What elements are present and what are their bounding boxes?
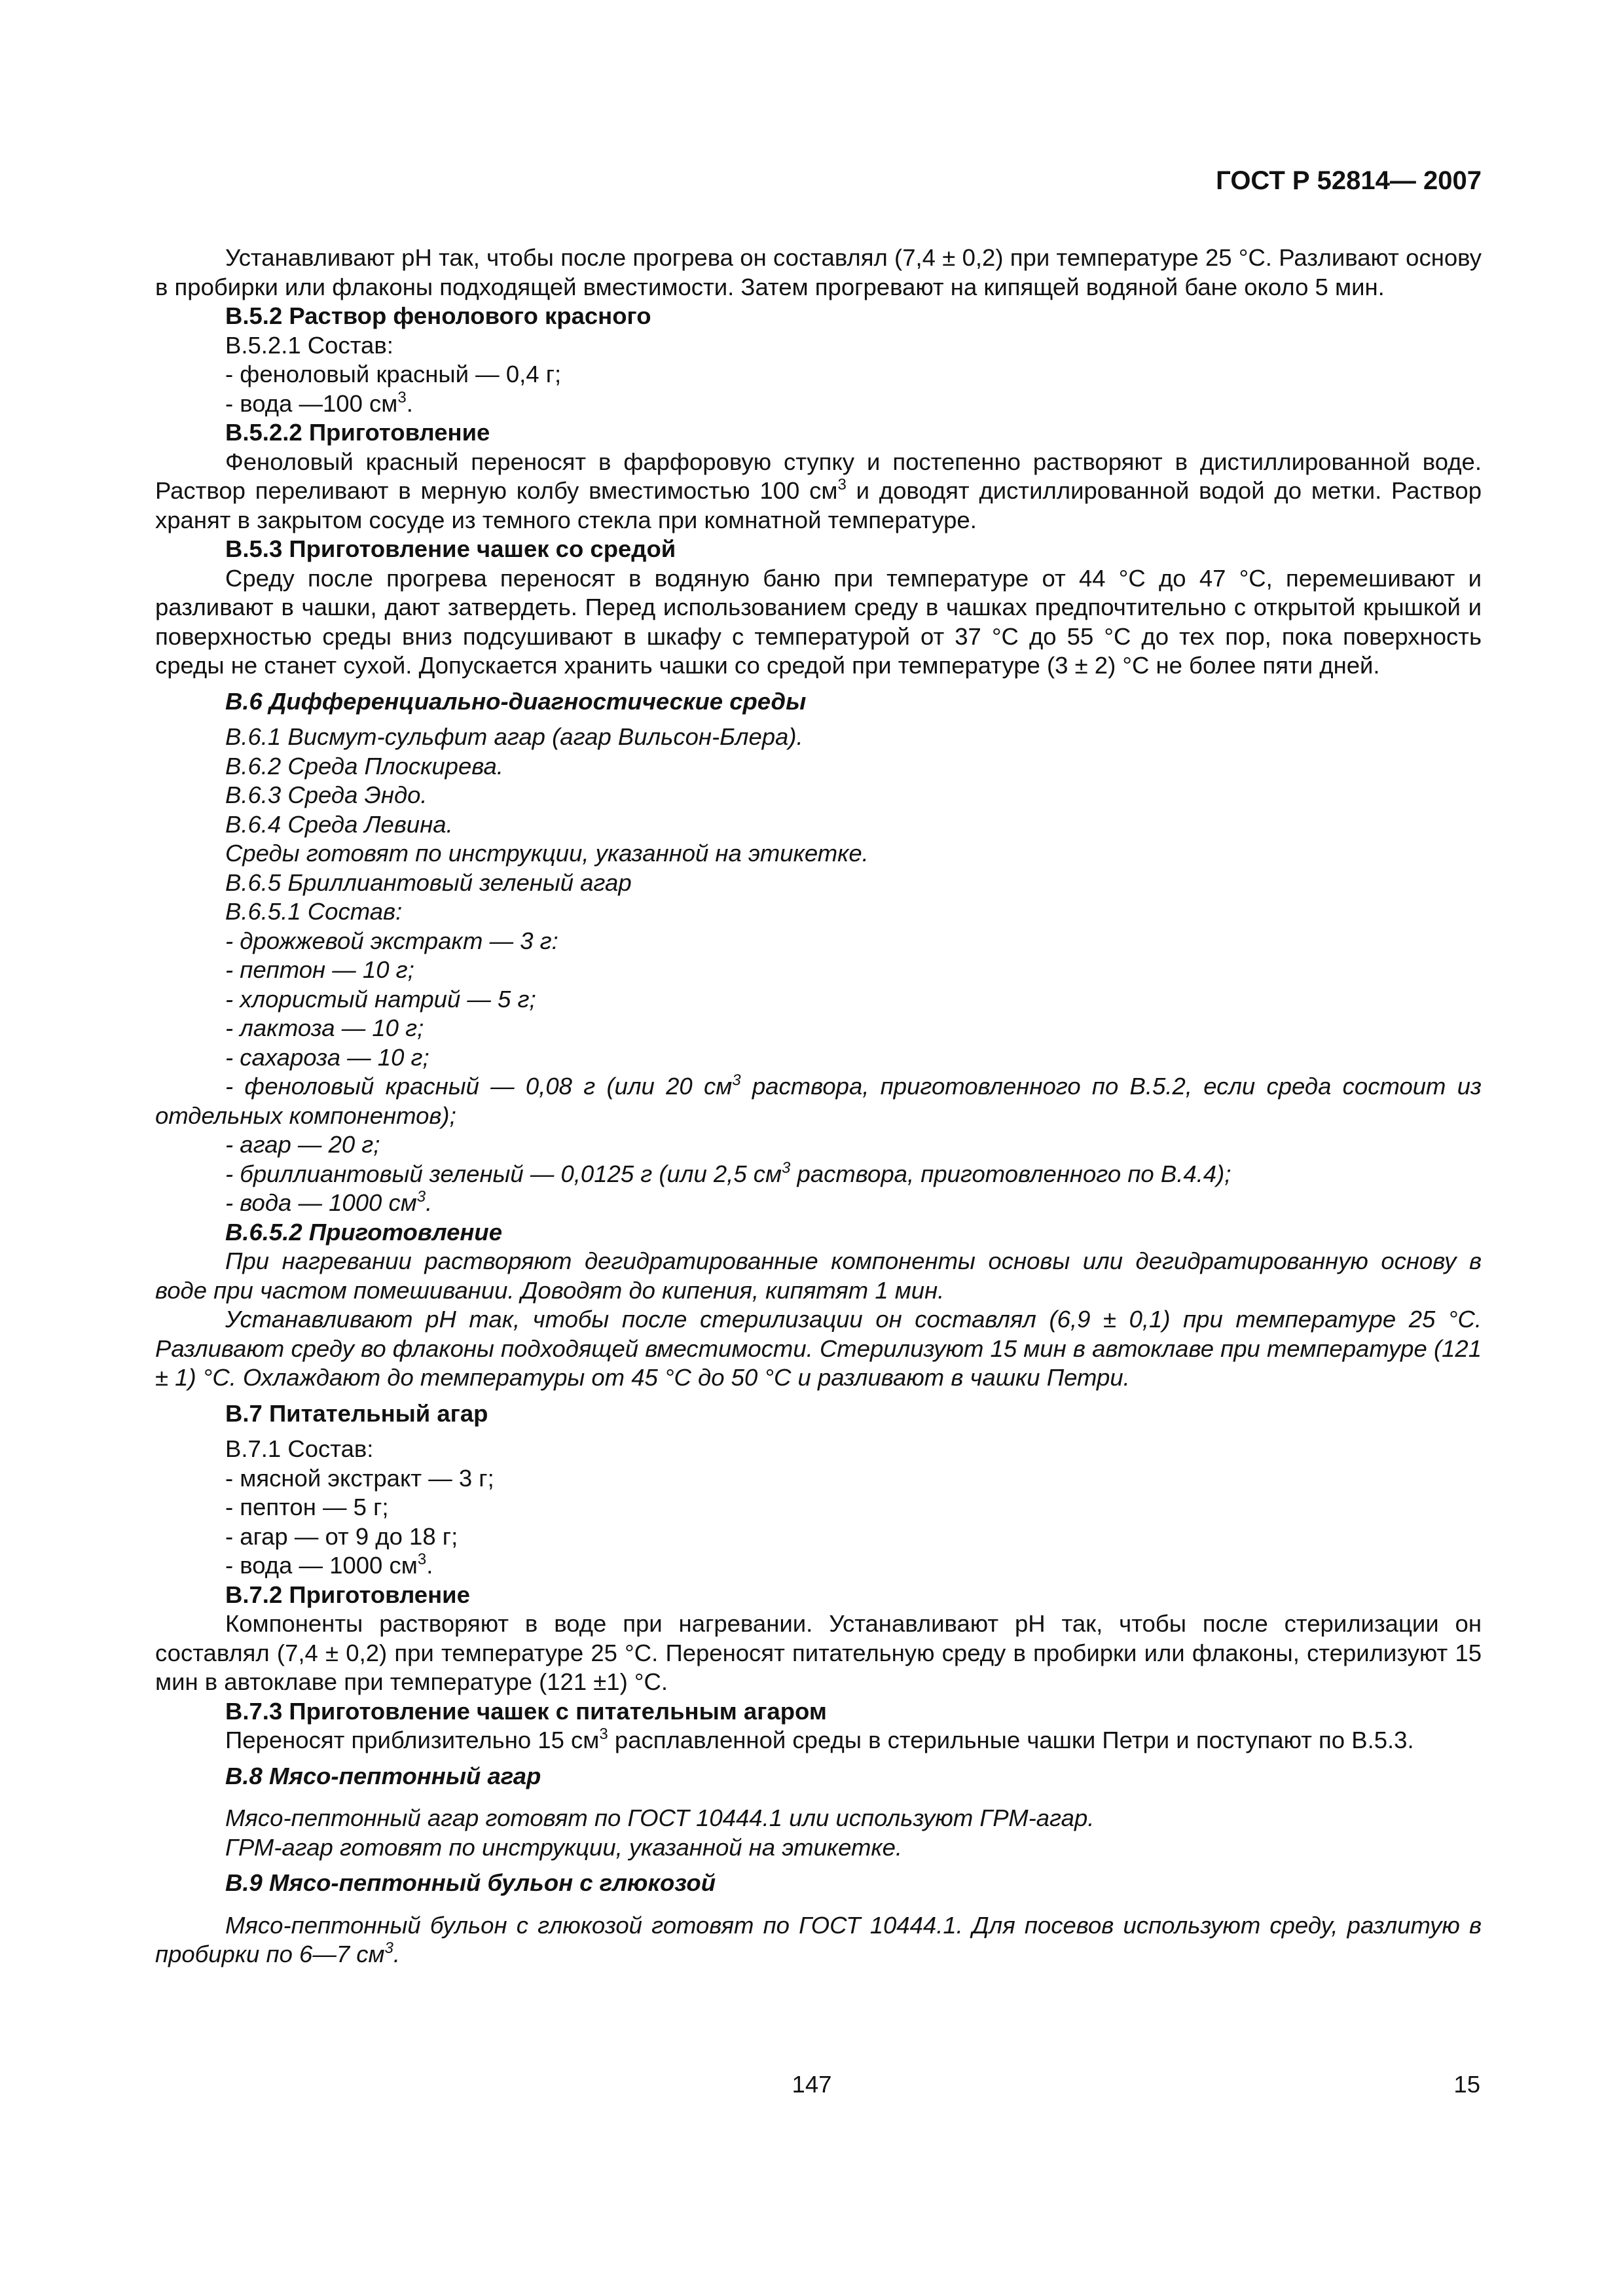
composition-item: - лактоза — 10 г; (225, 1014, 424, 1041)
preparation-paragraph: Компоненты растворяют в воде при нагревании. Устанавливают pH так, чтобы после стерилизации он составлял (7,4 ± 0,2) при температуре 25 °С. Переносят питательную среду в пробирки или флаконы, стерилизуют 15 мин в автоклаве при температуре (121 ±1) °С. (155, 1610, 1482, 1695)
section-b521-heading: В.5.2.1 Состав: (225, 331, 393, 359)
list-item: В.6.5 Бриллиантовый зеленый агар (225, 869, 632, 896)
composition-item: - пептон — 5 г; (225, 1494, 389, 1520)
section-b9-paragraph: Мясо-пептонный бульон с глюкозой готовят по ГОСТ 10444.1. Для посевов используют среду, разлитую в пробирки по 6—7 $см^3$. (155, 1911, 1482, 1967)
section-b73-paragraph: Переносят приблизительно 15 $см^3$ расплавленной среды в стерильные чашки Петри и поступают по В.5.3. (225, 1725, 1414, 1753)
ph-paragraph: Устанавливают pH так, чтобы после прогрева он составлял (7,4 ± 0,2) при температуре 25 °С. Разливают основу в пробирки или флаконы подходящей вместимости. Затем прогревают на кипящей водяной бане около 5 мин. (155, 244, 1482, 300)
section-b73-heading: В.7.3 Приготовление чашек с питательным агаром (225, 1697, 827, 1725)
composition-item: - вода —100 $см^3$. (225, 388, 413, 417)
composition-item: - сахароза — 10 г; (225, 1043, 429, 1071)
list-item: В.6.1 Висмут-сульфит агар (агар Вильсон-Блера). (225, 723, 803, 750)
composition-item: - агар — от 9 до 18 г; (225, 1522, 458, 1550)
list-item: Среды готовят по инструкции, указанной на этикетке. (225, 840, 869, 867)
composition-item: - дрожжевой экстракт — 3 г: (225, 927, 558, 954)
list-item: В.6.3 Среда Эндо. (225, 781, 428, 808)
section-b9-heading: В.9 Мясо-пептонный бульон с глюкозой (225, 1869, 716, 1896)
page-number: 15 (1453, 2071, 1480, 2098)
section-b53-paragraph: Среду после прогрева переносят в водяную баню при температуре от 44 °С до 47 °С, перемешивают и разливают в чашки, дают затвердеть. Перед использованием среду в чашках предпочтительно с открытой крышкой и поверхностью среды вниз подсушивают в шкафу с температурой от 37 °С до 55 °С до тех пор, пока поверхность среды не станет сухой. Допускается хранить чашки со средой при температуре (3 ± 2) °С не более пяти дней. (155, 564, 1482, 679)
section-b652-heading: В.6.5.2 Приготовление (225, 1218, 503, 1246)
section-b7-heading: В.7 Питательный агар (225, 1399, 488, 1427)
section-b522-heading: В.5.2.2 Приготовление (225, 419, 490, 446)
composition-item: - вода — 1000 $см^3$. (225, 1551, 433, 1579)
section-b71-heading: В.7.1 Состав: (225, 1435, 374, 1462)
section-b72-heading: В.7.2 Приготовление (225, 1581, 470, 1608)
section-b52-heading: В.5.2 Раствор фенолового красного (225, 302, 651, 329)
preparation-paragraph: Устанавливают pH так, чтобы после стерилизации он составлял (6,9 ± 0,1) при температуре 25 °С. Разливают среду во флаконы подходящей вместимости. Стерилизуют 15 мин в автоклаве при температуре (121 ± 1) °С. Охлаждают до температуры от 45 °С до 50 °С и разливают в чашки Петри. (155, 1306, 1482, 1391)
page-total-number: 147 (792, 2071, 832, 2098)
document-standard-number: ГОСТ Р 52814— 2007 (1216, 166, 1482, 195)
section-b53-heading: В.5.3 Приготовление чашек со средой (225, 535, 676, 562)
composition-item: - агар — 20 г; (225, 1131, 380, 1158)
section-b8-line: Мясо-пептонный агар готовят по ГОСТ 10444.1 или используют ГРМ-агар. (225, 1804, 1095, 1831)
document-body (155, 243, 1482, 1969)
composition-item: - бриллиантовый зеленый — 0,0125 г (или 2,5 $см^3$ раствора, приготовленного по В.4.4); (225, 1158, 1231, 1187)
composition-item: - мясной экстракт — 3 г; (225, 1464, 494, 1492)
list-item: В.6.5.1 Состав: (225, 898, 403, 925)
composition-item: - хлористый натрий — 5 г; (225, 985, 536, 1013)
composition-item: - феноловый красный — 0,4 г; (225, 361, 562, 387)
list-item: В.6.4 Среда Левина. (225, 810, 453, 838)
section-b8-line: ГРМ-агар готовят по инструкции, указанной на этикетке. (225, 1833, 903, 1861)
section-b6-heading: В.6 Дифференциально-диагностические среды (225, 687, 807, 715)
preparation-paragraph: При нагревании растворяют дегидратированные компоненты основы или дегидратированную основу в воде при частом помешивании. Доводят до кипения, кипятят 1 мин. (155, 1247, 1482, 1304)
composition-item: - пептон — 10 г; (225, 956, 414, 983)
section-b8-heading: В.8 Мясо-пептонный агар (225, 1762, 541, 1789)
composition-item: - феноловый красный — 0,08 г (или 20 $см^3$ раствора, приготовленного по В.5.2, если среда состоит из отдельных компонентов); (155, 1071, 1482, 1129)
composition-item: - вода — 1000 $см^3$. (225, 1188, 433, 1216)
list-item: В.6.2 Среда Плоскирева. (225, 752, 503, 780)
preparation-paragraph: Феноловый красный переносят в фарфоровую ступку и постепенно растворяют в дистиллированной воде. Раствор переливают в мерную колбу вместимостью 100 $см^3$ и доводят дистиллированной водой до метки. Раствор хранят в закрытом сосуде из темного стекла при комнатной температуре. (155, 448, 1482, 533)
